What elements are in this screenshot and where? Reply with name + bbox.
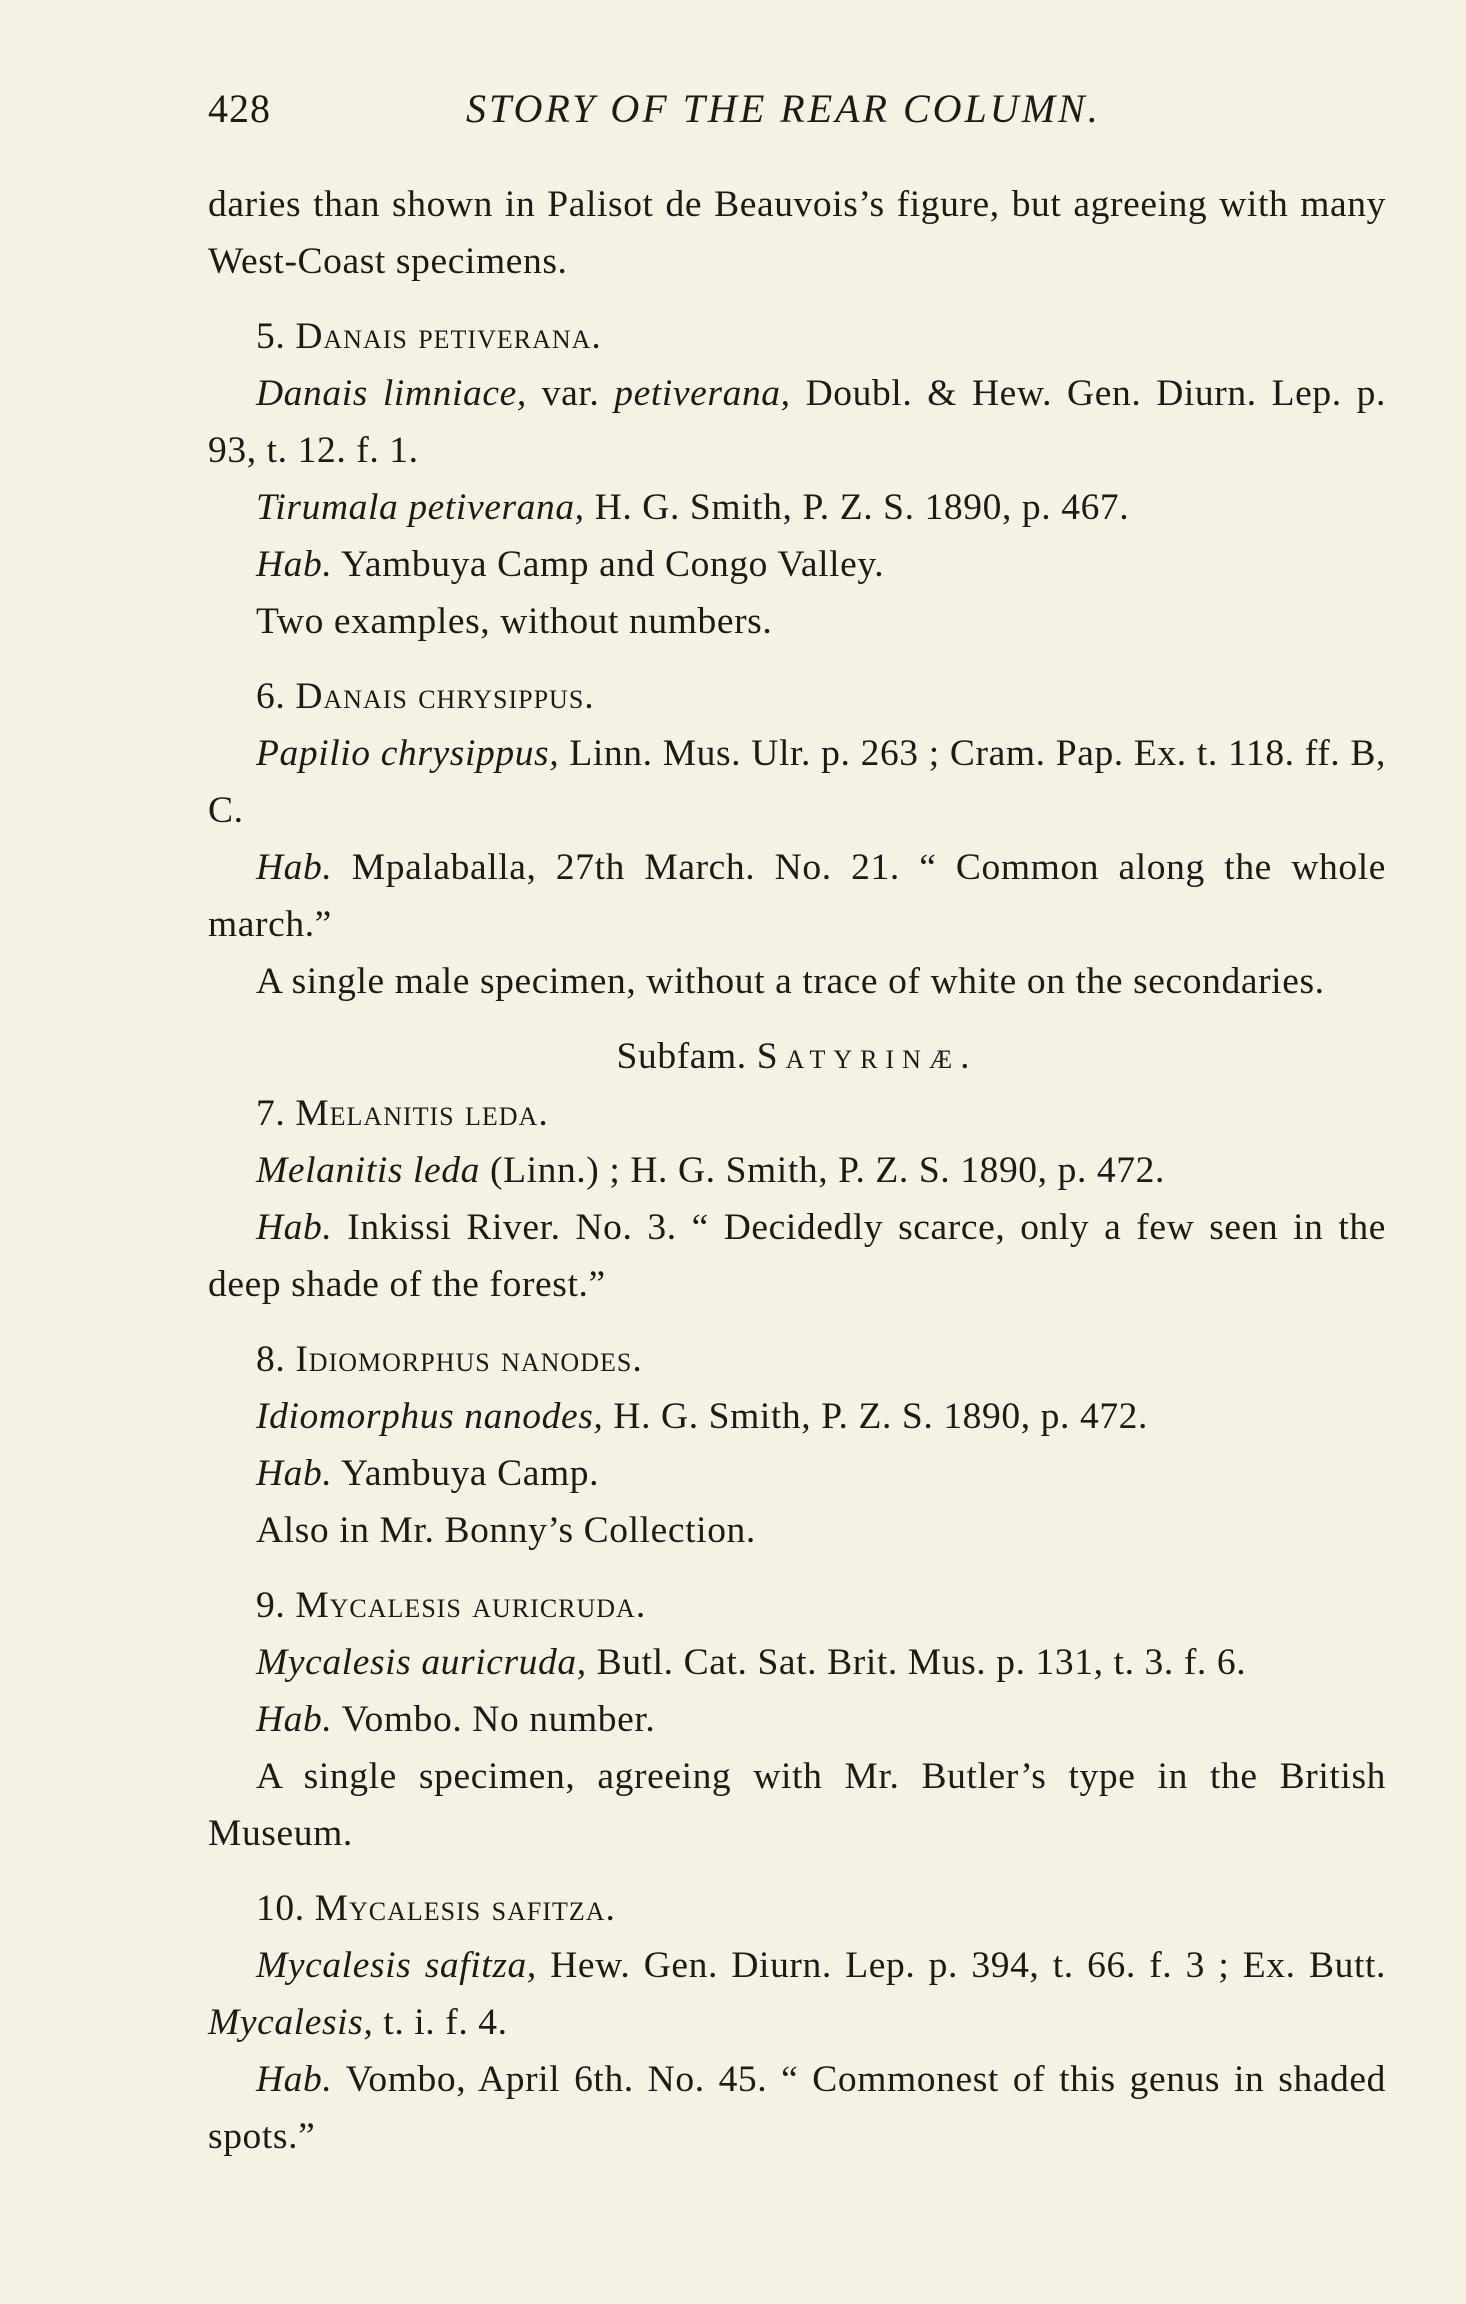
synonym-italic: Mycalesis, (208, 2002, 374, 2043)
entry-heading (208, 1085, 1386, 1142)
synonym-text: t. i. f. 4. (373, 2002, 508, 2043)
synonym-italic: petiverana, (614, 373, 791, 414)
synonym-line (208, 725, 1386, 839)
entry-note: A single specimen, agreeing with Mr. Butler’s type in the British Museum. (208, 1756, 1386, 1854)
habitat-label: Hab. (256, 1699, 333, 1740)
species-name: Danais chrysippus. (295, 676, 595, 717)
synonym-text: var. (526, 373, 615, 414)
running-title: STORY OF THE REAR COLUMN. (466, 86, 1101, 131)
synonym-text: H. G. Smith, P. Z. S. 1890, p. 467. (584, 487, 1130, 528)
habitat-text: Vombo. No number. (332, 1699, 656, 1740)
subfamily-name: Satyrinæ. (756, 1036, 978, 1077)
synonym-italic: Papilio chrysippus, (256, 733, 560, 774)
habitat-line (208, 1445, 1386, 1502)
entry-heading (208, 308, 1386, 365)
synonym-italic: Tirumala petiverana, (256, 487, 585, 528)
species-name: Mycalesis auricruda. (295, 1585, 647, 1626)
synonym-italic: Mycalesis auricruda, (256, 1642, 587, 1683)
habitat-label: Hab. (256, 2059, 333, 2100)
synonym-text: Doubl. & Hew. Gen. Diurn. Lep. p. 93, t. 12. f. 1. (208, 373, 1386, 471)
entry-heading (208, 668, 1386, 725)
synonym-text: Linn. Mus. Ulr. p. 263 ; Cram. Pap. Ex. t. 118. ff. B, C. (208, 733, 1386, 831)
subfamily-heading (208, 1028, 1386, 1085)
habitat-line (208, 1199, 1386, 1313)
entry-heading (208, 1880, 1386, 1937)
running-head (208, 82, 1386, 136)
page-number: 428 (208, 86, 271, 131)
entry-number: 8. (256, 1339, 286, 1380)
species-name: Idiomorphus nanodes. (295, 1339, 643, 1380)
entry-number: 10. (256, 1888, 305, 1929)
synonym-line (208, 1937, 1386, 2051)
habitat-line (208, 2051, 1386, 2165)
habitat-label: Hab. (256, 1453, 333, 1494)
synonym-line (208, 365, 1386, 479)
habitat-line (208, 1691, 1386, 1748)
entry-number: 5. (256, 316, 286, 357)
habitat-label: Hab. (256, 1207, 333, 1248)
habitat-text: Inkissi River. No. 3. “ Decidedly scarce, only a few seen in the deep shade of the forest.” (208, 1207, 1386, 1305)
synonym-italic: Danais limniace, (256, 373, 527, 414)
book-page (208, 82, 1386, 2165)
synonym-italic: Melanitis leda (256, 1150, 480, 1191)
entry-note: Two examples, without numbers. (256, 601, 773, 642)
habitat-line (208, 839, 1386, 953)
habitat-label: Hab. (256, 544, 333, 585)
habitat-text: Vombo, April 6th. No. 45. “ Commonest of this genus in shaded spots.” (208, 2059, 1386, 2157)
species-name: Danais petiverana. (295, 316, 602, 357)
opening-paragraph: daries than shown in Palisot de Beauvois’s figure, but agreeing with many West-Coast specimens. (208, 184, 1386, 282)
entry-number: 7. (256, 1093, 286, 1134)
synonym-text: Butl. Cat. Sat. Brit. Mus. p. 131, t. 3. f. 6. (586, 1642, 1247, 1683)
synonym-italic: Idiomorphus nanodes, (256, 1396, 604, 1437)
habitat-line (208, 536, 1386, 593)
synonym-text: (Linn.) ; H. G. Smith, P. Z. S. 1890, p. 472. (480, 1150, 1165, 1191)
entry-number: 6. (256, 676, 286, 717)
synonym-line (208, 479, 1386, 536)
synonym-text: Hew. Gen. Diurn. Lep. p. 394, t. 66. f. 3 ; Ex. Butt. (536, 1945, 1386, 1986)
habitat-label: Hab. (256, 847, 333, 888)
species-name: Mycalesis safitza. (314, 1888, 616, 1929)
habitat-text: Yambuya Camp. (332, 1453, 600, 1494)
synonym-line (208, 1142, 1386, 1199)
page-text (208, 176, 1386, 2165)
synonym-text: H. G. Smith, P. Z. S. 1890, p. 472. (603, 1396, 1149, 1437)
entry-note: Also in Mr. Bonny’s Collection. (256, 1510, 756, 1551)
synonym-line (208, 1388, 1386, 1445)
synonym-line (208, 1634, 1386, 1691)
species-name: Melanitis leda. (295, 1093, 549, 1134)
subfamily-prefix: Subfam. (616, 1036, 747, 1077)
entry-number: 9. (256, 1585, 286, 1626)
entry-note: A single male specimen, without a trace of white on the secondaries. (256, 961, 1325, 1002)
habitat-text: Mpalaballa, 27th March. No. 21. “ Common along the whole march.” (208, 847, 1386, 945)
entry-heading (208, 1577, 1386, 1634)
synonym-italic: Mycalesis safitza, (256, 1945, 537, 1986)
entry-heading (208, 1331, 1386, 1388)
habitat-text: Yambuya Camp and Congo Valley. (332, 544, 885, 585)
